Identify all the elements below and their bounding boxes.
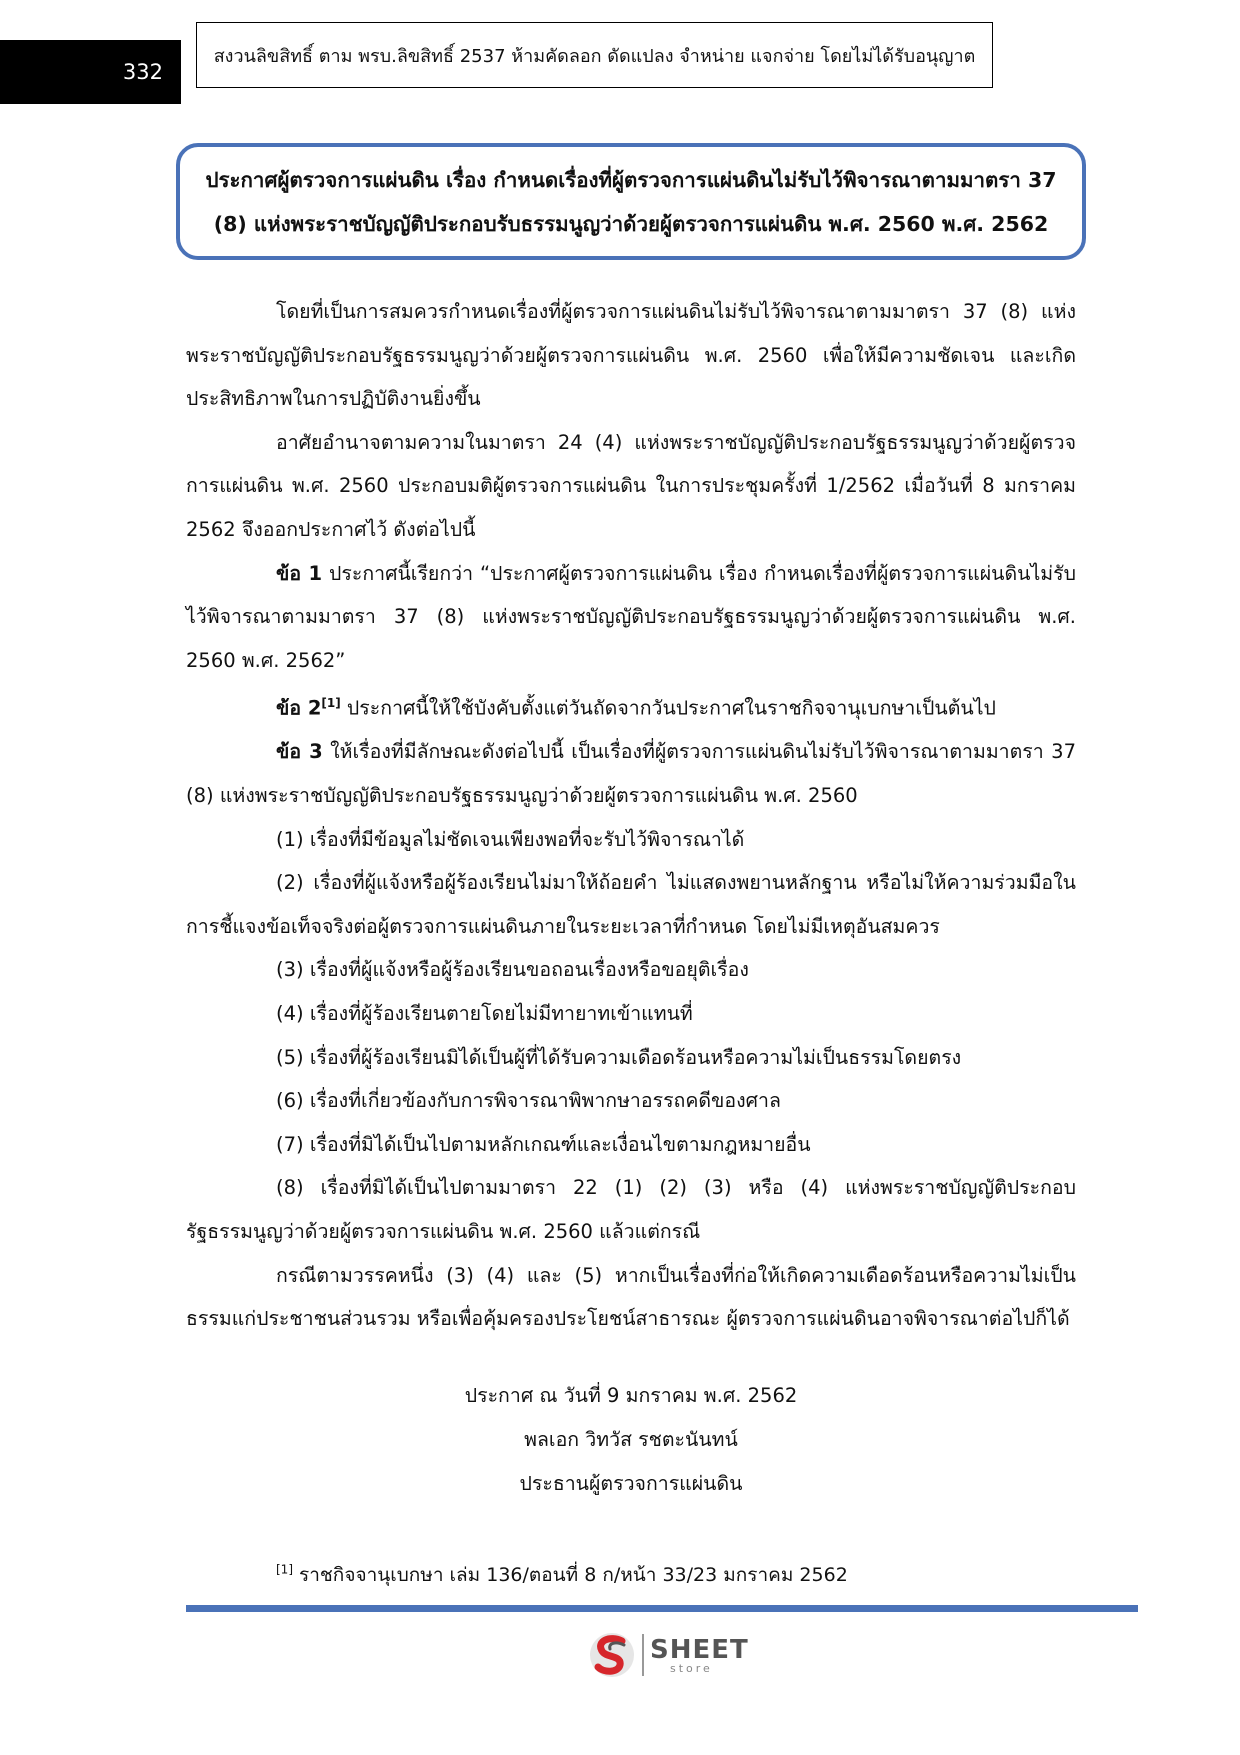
copyright-header (196, 22, 993, 88)
list-item: (5) เรื่องที่ผู้ร้องเรียนมิได้เป็นผู้ที่ได้รับความเดือดร้อนหรือความไม่เป็นธรรมโดยตรง (276, 1045, 962, 1069)
signature-date: ประกาศ ณ วันที่ 9 มกราคม พ.ศ. 2562 (464, 1384, 798, 1407)
footnote-ref: [1] (276, 1562, 293, 1577)
clause-1 (186, 552, 1076, 683)
signatory-position: ประธานผู้ตรวจการแผ่นดิน (519, 1472, 743, 1495)
list-item: (7) เรื่องที่มิได้เป็นไปตามหลักเกณฑ์และเงื่อนไขตามกฎหมายอื่น (276, 1132, 811, 1156)
copyright-notice: สงวนลิขสิทธิ์ ตาม พรบ.ลิขสิทธิ์ 2537 ห้ามคัดลอก ดัดแปลง จำหน่าย แจกจ่าย โดยไม่ได้รับอนุญาต (213, 45, 976, 67)
logo-separator (642, 1634, 644, 1676)
clause-1-label: ข้อ 1 (276, 561, 323, 585)
sheet-s-icon (588, 1629, 636, 1681)
logo-sub-text: store (670, 1661, 713, 1675)
footer-rule (186, 1605, 1138, 1612)
sheet-store-logo (588, 1625, 758, 1685)
title-line-2: (8) แห่งพระราชบัญญัติประกอบรับธรรมนูญว่าด้วยผู้ตรวจการแผ่นดิน พ.ศ. 2560 พ.ศ. 2562 (213, 211, 1049, 236)
footnote (276, 1560, 848, 1590)
document-title (176, 143, 1086, 260)
clause-2-text: ประกาศนี้ให้ใช้บังคับตั้งแต่วันถัดจากวันประกาศในราชกิจจานุเบกษาเป็นต้นไป (340, 696, 996, 720)
authority-paragraph: อาศัยอำนาจตามความในมาตรา 24 (4) แห่งพระราชบัญญัติประกอบรัฐธรรมนูญว่าด้วยผู้ตรวจการแผ่นดิน พ.ศ. 2560 ประกอบมติผู้ตรวจการแผ่นดิน ในการประชุมครั้งที่ 1/2562 เมื่อวันที่ 8 มกราคม 2562 จึงออกประกาศไว้ ดังต่อไปนี้ (186, 430, 1076, 541)
list-item: (4) เรื่องที่ผู้ร้องเรียนตายโดยไม่มีทายาทเข้าแทนที่ (276, 1002, 693, 1025)
clause-3-label: ข้อ 3 (276, 740, 323, 764)
clause-2 (186, 682, 1076, 730)
preamble-paragraph: โดยที่เป็นการสมควรกำหนดเรื่องที่ผู้ตรวจการแผ่นดินไม่รับไว้พิจารณาตามมาตรา 37 (8) แห่งพระราชบัญญัติประกอบรัฐธรรมนูญว่าด้วยผู้ตรวจการแผ่นดิน พ.ศ. 2560 เพื่อให้มีความชัดเจน และเกิดประสิทธิภาพในการปฏิบัติงานยิ่งขึ้น (186, 300, 1076, 411)
logo-wordmark (650, 1634, 749, 1675)
clause-2-label: ข้อ 2 (276, 696, 322, 720)
signatory-name: พลเอก วิทวัส รชตะนันทน์ (524, 1428, 738, 1451)
closing-paragraph: กรณีตามวรรคหนึ่ง (3) (4) และ (5) หากเป็นเรื่องที่ก่อให้เกิดความเดือดร้อนหรือความไม่เป็นธรรมแก่ประชาชนส่วนรวม หรือเพื่อคุ้มครองประโยชน์สาธารณะ ผู้ตรวจการแผ่นดินอาจพิจารณาต่อไปก็ได้ (186, 1263, 1076, 1331)
list-item: (1) เรื่องที่มีข้อมูลไม่ชัดเจนเพียงพอที่จะรับไว้พิจารณาได้ (276, 827, 745, 851)
title-line-1: ประกาศผู้ตรวจการแผ่นดิน เรื่อง กำหนดเรื่องที่ผู้ตรวจการแผ่นดินไม่รับไว้พิจารณาตามมาตรา 37 (205, 167, 1057, 192)
list-item: (8) เรื่องที่มิได้เป็นไปตามมาตรา 22 (1) (2) (3) หรือ (4) แห่งพระราชบัญญัติประกอบรัฐธรรมนูญว่าด้วยผู้ตรวจการแผ่นดิน พ.ศ. 2560 แล้วแต่กรณี (186, 1176, 1076, 1243)
list-item: (3) เรื่องที่ผู้แจ้งหรือผู้ร้องเรียนขอถอนเรื่องหรือขอยุติเรื่อง (276, 958, 749, 982)
clause-3 (186, 730, 1076, 817)
footnote-text: ราชกิจจานุเบกษา เล่ม 136/ตอนที่ 8 ก/หน้า 33/23 มกราคม 2562 (293, 1564, 848, 1586)
clause-3-text: ให้เรื่องที่มีลักษณะดังต่อไปนี้ เป็นเรื่องที่ผู้ตรวจการแผ่นดินไม่รับไว้พิจารณาตามมาตรา 37 (8) แห่งพระราชบัญญัติประกอบรัฐธรรมนูญว่าด้วยผู้ตรวจการแผ่นดิน พ.ศ. 2560 (186, 740, 1076, 808)
document-body (186, 290, 1076, 1341)
clause-2-footnote-ref: [1] (321, 696, 341, 711)
clause-1-text: ประกาศนี้เรียกว่า “ประกาศผู้ตรวจการแผ่นดิน เรื่อง กำหนดเรื่องที่ผู้ตรวจการแผ่นดินไม่รับไว้พิจารณาตามมาตรา 37 (8) แห่งพระราชบัญญัติประกอบรัฐธรรมนูญว่าด้วยผู้ตรวจการแผ่นดิน พ.ศ. 2560 พ.ศ. 2562” (186, 561, 1076, 672)
list-item: (2) เรื่องที่ผู้แจ้งหรือผู้ร้องเรียนไม่มาให้ถ้อยคำ ไม่แสดงพยานหลักฐาน หรือไม่ให้ความร่วมมือในการชี้แจงข้อเท็จจริงต่อผู้ตรวจการแผ่นดินภายในระยะเวลาที่กำหนด โดยไม่มีเหตุอันสมควร (186, 871, 1076, 938)
page-number: 332 (0, 40, 181, 104)
logo-main-text: SHEET (650, 1634, 749, 1665)
list-item: (6) เรื่องที่เกี่ยวข้องกับการพิจารณาพิพากษาอรรถคดีของศาล (276, 1089, 781, 1113)
